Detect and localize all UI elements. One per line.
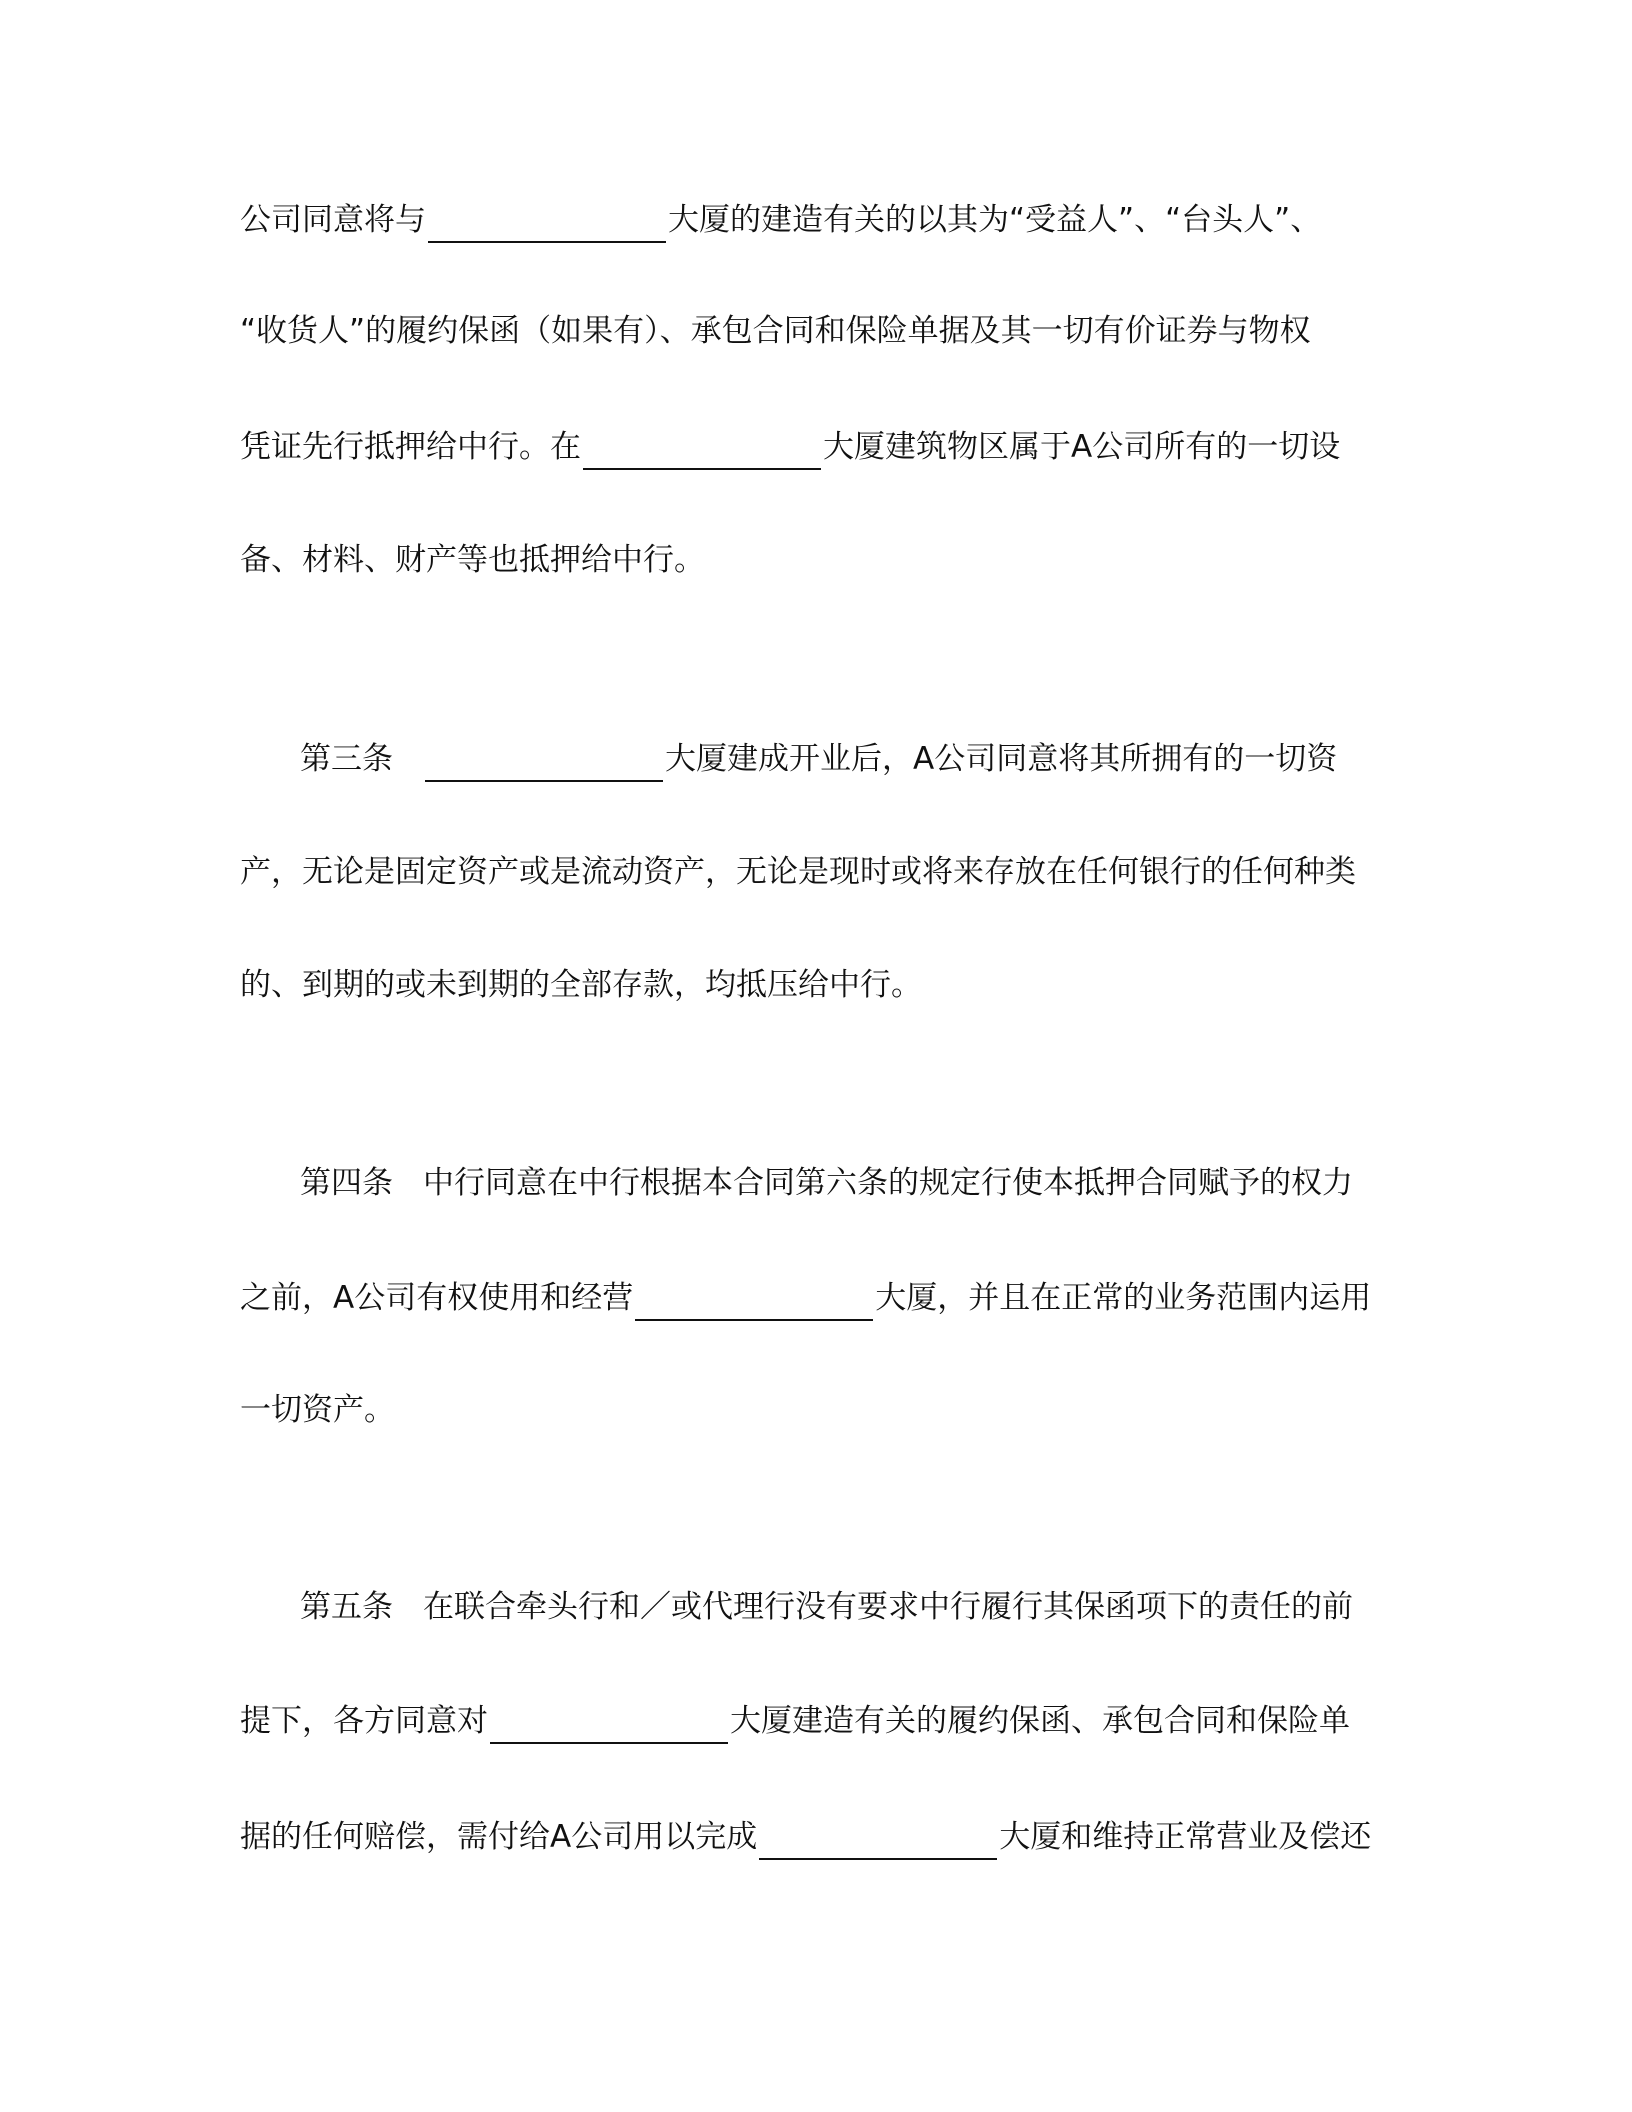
- blank-field: [583, 432, 821, 470]
- text-run: “收货人”的履约保函（如果有）、承包合同和保险单据及其一切有价证券与物权: [240, 313, 1311, 349]
- paragraph-line: [240, 1387, 395, 1433]
- text-run: 大厦和维持正常营业及偿还: [999, 1819, 1372, 1855]
- article-heading: 第三条: [300, 741, 393, 777]
- paragraph-line: [240, 1698, 1350, 1744]
- blank-field: [490, 1706, 728, 1744]
- blank-field: [425, 744, 663, 782]
- blank-field: [759, 1822, 997, 1860]
- blank-field: [428, 205, 666, 243]
- article-5-line: [240, 1584, 1353, 1630]
- text-run: 产，无论是固定资产或是流动资产，无论是现时或将来存放在任何银行的任何种类: [240, 854, 1356, 890]
- paragraph-line: [240, 537, 705, 583]
- text-run: 中行同意在中行根据本合同第六条的规定行使本抵押合同赋予的权力: [423, 1165, 1353, 1201]
- blank-field: [635, 1283, 873, 1321]
- paragraph-line: [240, 424, 1340, 470]
- text-run: 凭证先行抵押给中行。在: [240, 429, 581, 465]
- paragraph-line: [240, 962, 922, 1008]
- text-run: 提下，各方同意对: [240, 1703, 488, 1739]
- text-run: 的、到期的或未到期的全部存款，均抵压给中行。: [240, 967, 922, 1003]
- article-4-line: [240, 1160, 1353, 1206]
- article-3-line: [240, 736, 1337, 782]
- paragraph-line: [240, 197, 1321, 243]
- text-run: 公司同意将与: [240, 202, 426, 238]
- paragraph-line: [240, 1814, 1371, 1860]
- text-run: 之前，A公司有权使用和经营: [240, 1280, 634, 1316]
- text-run: 大厦建筑物区属于A公司所有的一切设: [823, 429, 1341, 465]
- text-run: 在联合牵头行和／或代理行没有要求中行履行其保函项下的责任的前: [423, 1589, 1353, 1625]
- paragraph-line: [240, 1275, 1371, 1321]
- text-run: 一切资产。: [240, 1392, 395, 1428]
- paragraph-line: [240, 849, 1356, 895]
- paragraph-line: [240, 308, 1311, 354]
- text-run: 据的任何赔偿，需付给A公司用以完成: [240, 1819, 758, 1855]
- text-run: 大厦建造有关的履约保函、承包合同和保险单: [730, 1703, 1350, 1739]
- article-heading: 第四条: [300, 1165, 393, 1201]
- text-run: 备、材料、财产等也抵押给中行。: [240, 542, 705, 578]
- text-run: 大厦的建造有关的以其为“受益人”、“台头人”、: [668, 202, 1322, 238]
- text-run: 大厦建成开业后，A公司同意将其所拥有的一切资: [665, 741, 1338, 777]
- article-heading: 第五条: [300, 1589, 393, 1625]
- text-run: 大厦，并且在正常的业务范围内运用: [875, 1280, 1372, 1316]
